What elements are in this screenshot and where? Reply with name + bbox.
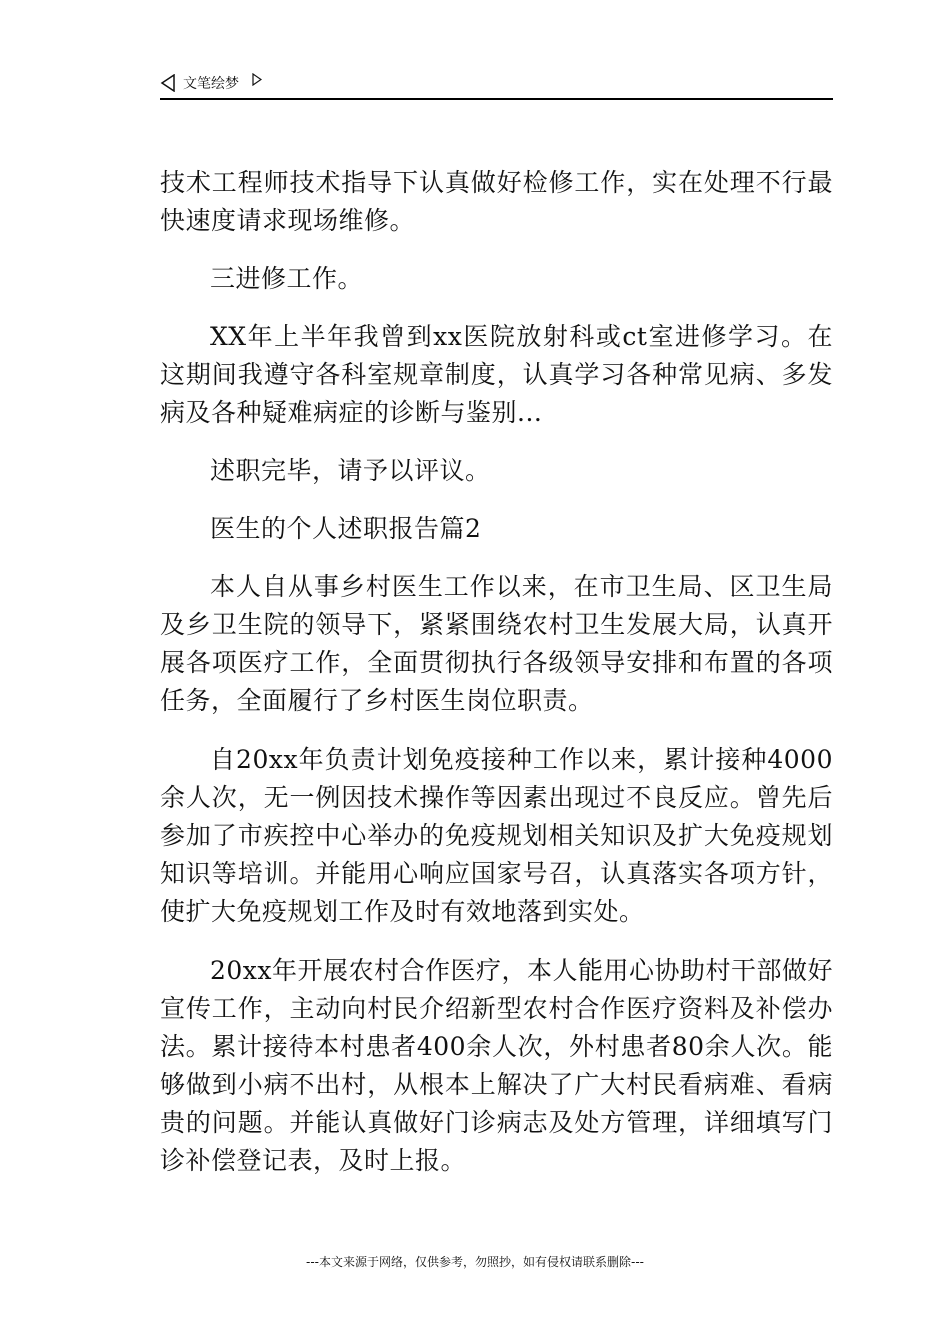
document-body <box>160 164 833 1180</box>
header-title: 文笔绘梦 <box>183 76 239 92</box>
paragraph-intro: 本人自从事乡村医生工作以来，在市卫生局、区卫生局及乡卫生院的领导下，紧紧围绕农村卫生发展大局，认真开展各项医疗工作，全面贯彻执行各级领导安排和布置的各项任务，全面履行了乡村医生岗位职责。 <box>160 572 833 715</box>
section-heading-training: 三进修工作。 <box>210 264 364 293</box>
paragraph-immunization: 自20xx年负责计划免疫接种工作以来，累计接种4000余人次，无一例因技术操作等因素出现过不良反应。曾先后参加了市疾控中心举办的免疫规划相关知识及扩大免疫规划知识等培训。并能用心响应国家号召，认真落实各项方针，使扩大免疫规划工作及时有效地落到实处。 <box>160 745 833 926</box>
paragraph-continuation: 技术工程师技术指导下认真做好检修工作，实在处理不行最快速度请求现场维修。 <box>160 168 833 235</box>
article-title: 医生的个人述职报告篇2 <box>210 514 482 543</box>
paragraph-training: XX年上半年我曾到xx医院放射科或ct室进修学习。在这期间我遵守各科室规章制度，认真学习各种常见病、多发病及各种疑难病症的诊断与鉴别... <box>160 322 833 427</box>
page-footer: ---本文来源于网络，仅供参考，勿照抄，如有侵权请联系删除--- <box>306 1255 644 1269</box>
triangle-left-outline-icon <box>160 74 176 92</box>
page-header <box>160 72 833 100</box>
triangle-right-outline-icon <box>252 73 262 86</box>
paragraph-closing: 述职完毕，请予以评议。 <box>210 456 491 485</box>
paragraph-cooperative-medical: 20xx年开展农村合作医疗，本人能用心协助村干部做好宣传工作，主动向村民介绍新型农村合作医疗资料及补偿办法。累计接待本村患者400余人次，外村患者80余人次。能够做到小病不出村，从根本上解决了广大村民看病难、看病贵的问题。并能认真做好门诊病志及处方管理，详细填写门诊补偿登记表，及时上报。 <box>160 956 834 1175</box>
